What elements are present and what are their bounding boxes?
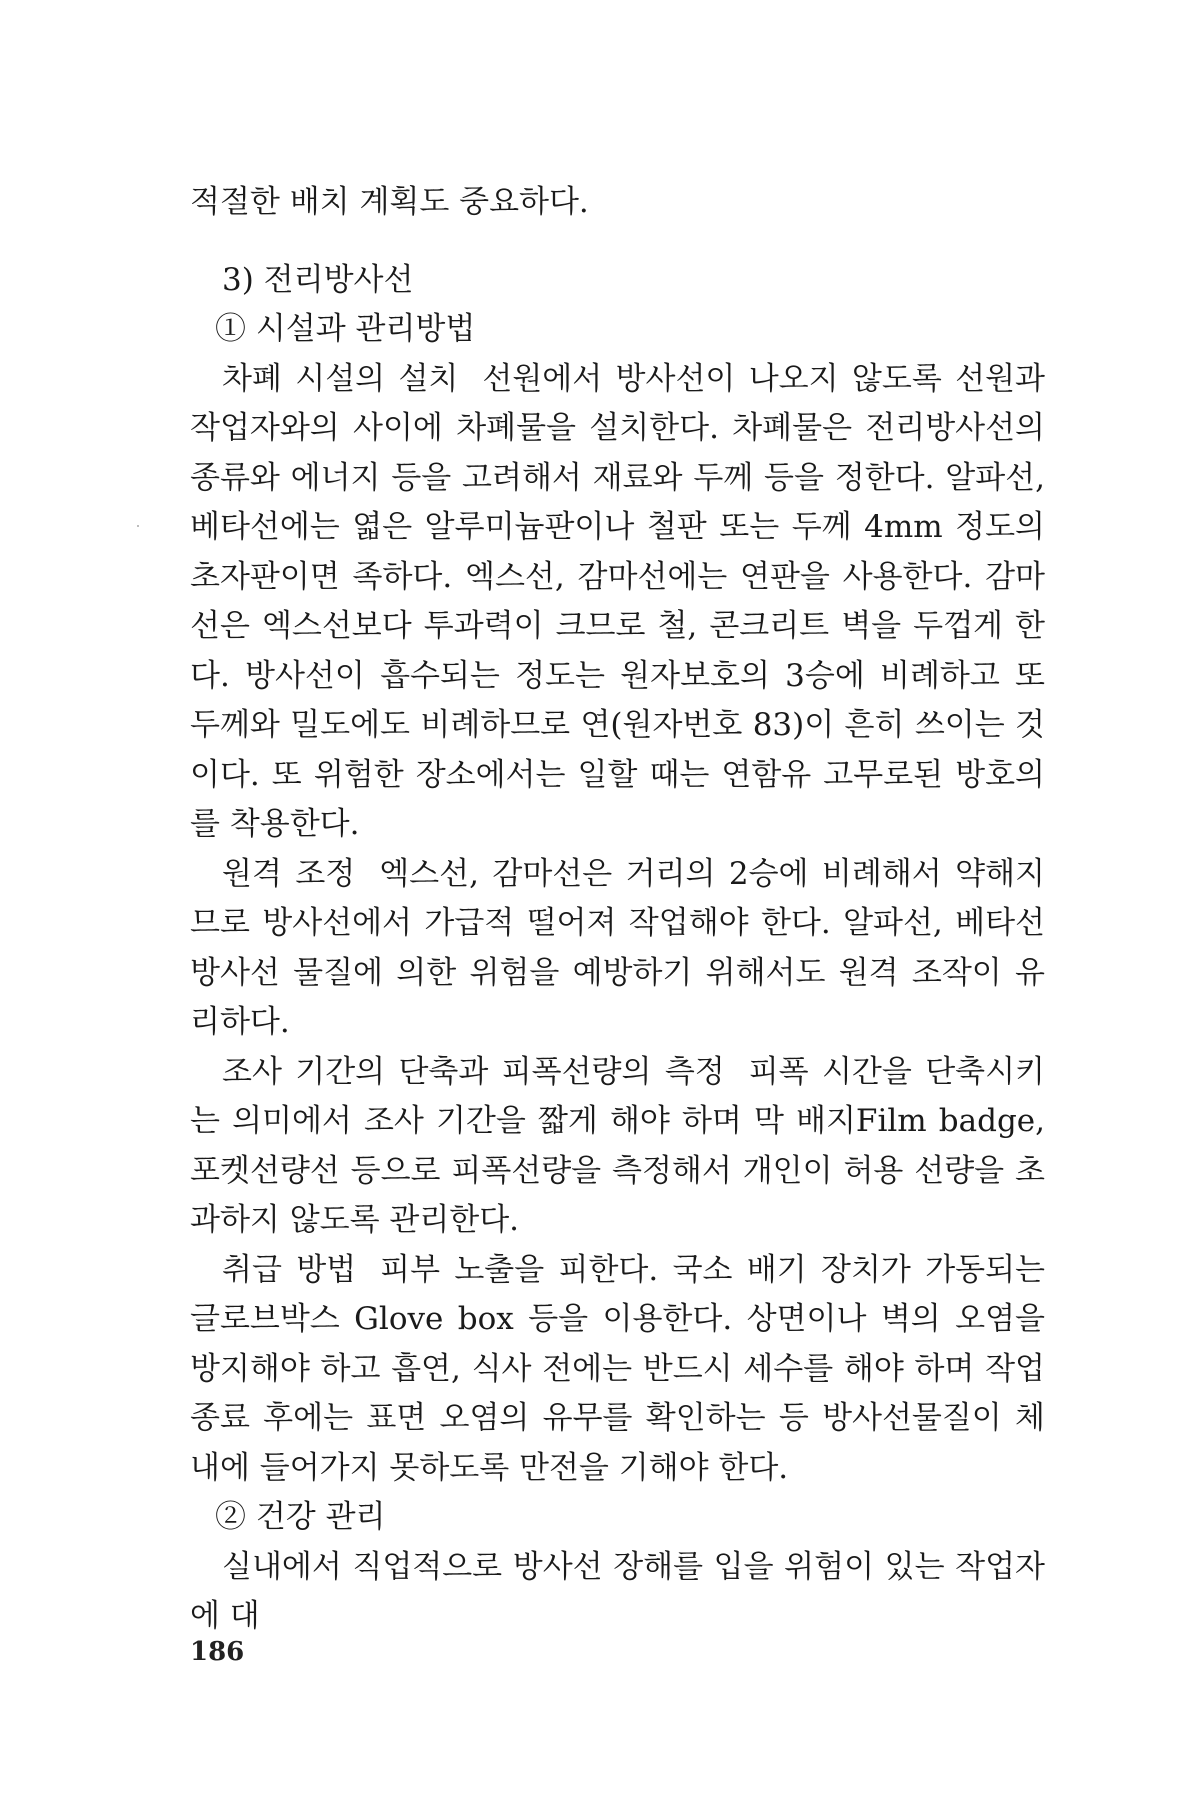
scan-speck <box>137 525 139 527</box>
paragraph-label: 취급 방법 <box>222 1251 357 1288</box>
final-line: 실내에서 직업적으로 방사선 장해를 입을 위험이 있는 작업자에 대 <box>190 1548 1045 1634</box>
paragraph-shielding <box>190 355 1045 850</box>
paragraph-handling <box>190 1246 1045 1494</box>
subsection-1-heading: ① 시설과 관리방법 <box>215 311 476 347</box>
paragraph-label: 원격 조정 <box>222 855 356 892</box>
paragraph-text: 엑스선, 감마선은 거리의 2승에 비례해서 약해지므로 방사선에서 가급적 떨어져 작업해야 한다. 알파선, 베타선 방사선 물질에 의한 위험을 예방하기 위해서도 원격 조작이 유리하다. <box>190 855 1045 1040</box>
paragraph-exposure-measurement <box>190 1048 1045 1246</box>
subsection-2-heading: ② 건강 관리 <box>215 1499 386 1535</box>
paragraph-text: 선원에서 방사선이 나오지 않도록 선원과 작업자와의 사이에 차폐물을 설치한다. 차폐물은 전리방사선의 종류와 에너지 등을 고려해서 재료와 두께 등을 정한다. 알파선, 베타선에는 엷은 알루미늄판이나 철판 또는 두께 4mm 정도의 초자판이면 족하다. 엑스선, 감마선에는 연판을 사용한다. 감마선은 엑스선보다 투과력이 크므로 철, 콘크리트 벽을 두껍게 한다. 방사선이 흡수되는 정도는 원자보호의 3승에 비례하고 또 두께와 밀도에도 비례하므로 연(원자번호 83)이 흔히 쓰이는 것이다. 또 위험한 장소에서는 일할 때는 연함유 고무로된 방호의를 착용한다. <box>190 360 1045 842</box>
paragraph-label: 조사 기간의 단축과 피폭선량의 측정 <box>222 1053 725 1090</box>
paragraph-label: 차폐 시설의 설치 <box>222 360 459 397</box>
page-number: 186 <box>190 1637 245 1667</box>
paragraph-text: 피폭 시간을 단축시키는 의미에서 조사 기간을 짧게 해야 하며 막 배지Film badge, 포켓선량선 등으로 피폭선량을 측정해서 개인이 허용 선량을 초과하지 않도록 관리한다. <box>190 1053 1045 1238</box>
paragraph-text: 피부 노출을 피한다. 국소 배기 장치가 가동되는 글로브박스 Glove box 등을 이용한다. 상면이나 벽의 오염을 방지해야 하고 흡연, 식사 전에는 반드시 세수를 해야 하며 작업 종료 후에는 표면 오염의 유무를 확인하는 등 방사선물질이 체내에 들어가지 못하도록 만전을 기해야 한다. <box>190 1251 1045 1486</box>
paragraph-remote-control <box>190 850 1045 1048</box>
section-heading: 3) 전리방사선 <box>222 261 414 298</box>
intro-line: 적절한 배치 계획도 중요하다. <box>190 184 589 220</box>
body-text <box>190 178 1045 1642</box>
